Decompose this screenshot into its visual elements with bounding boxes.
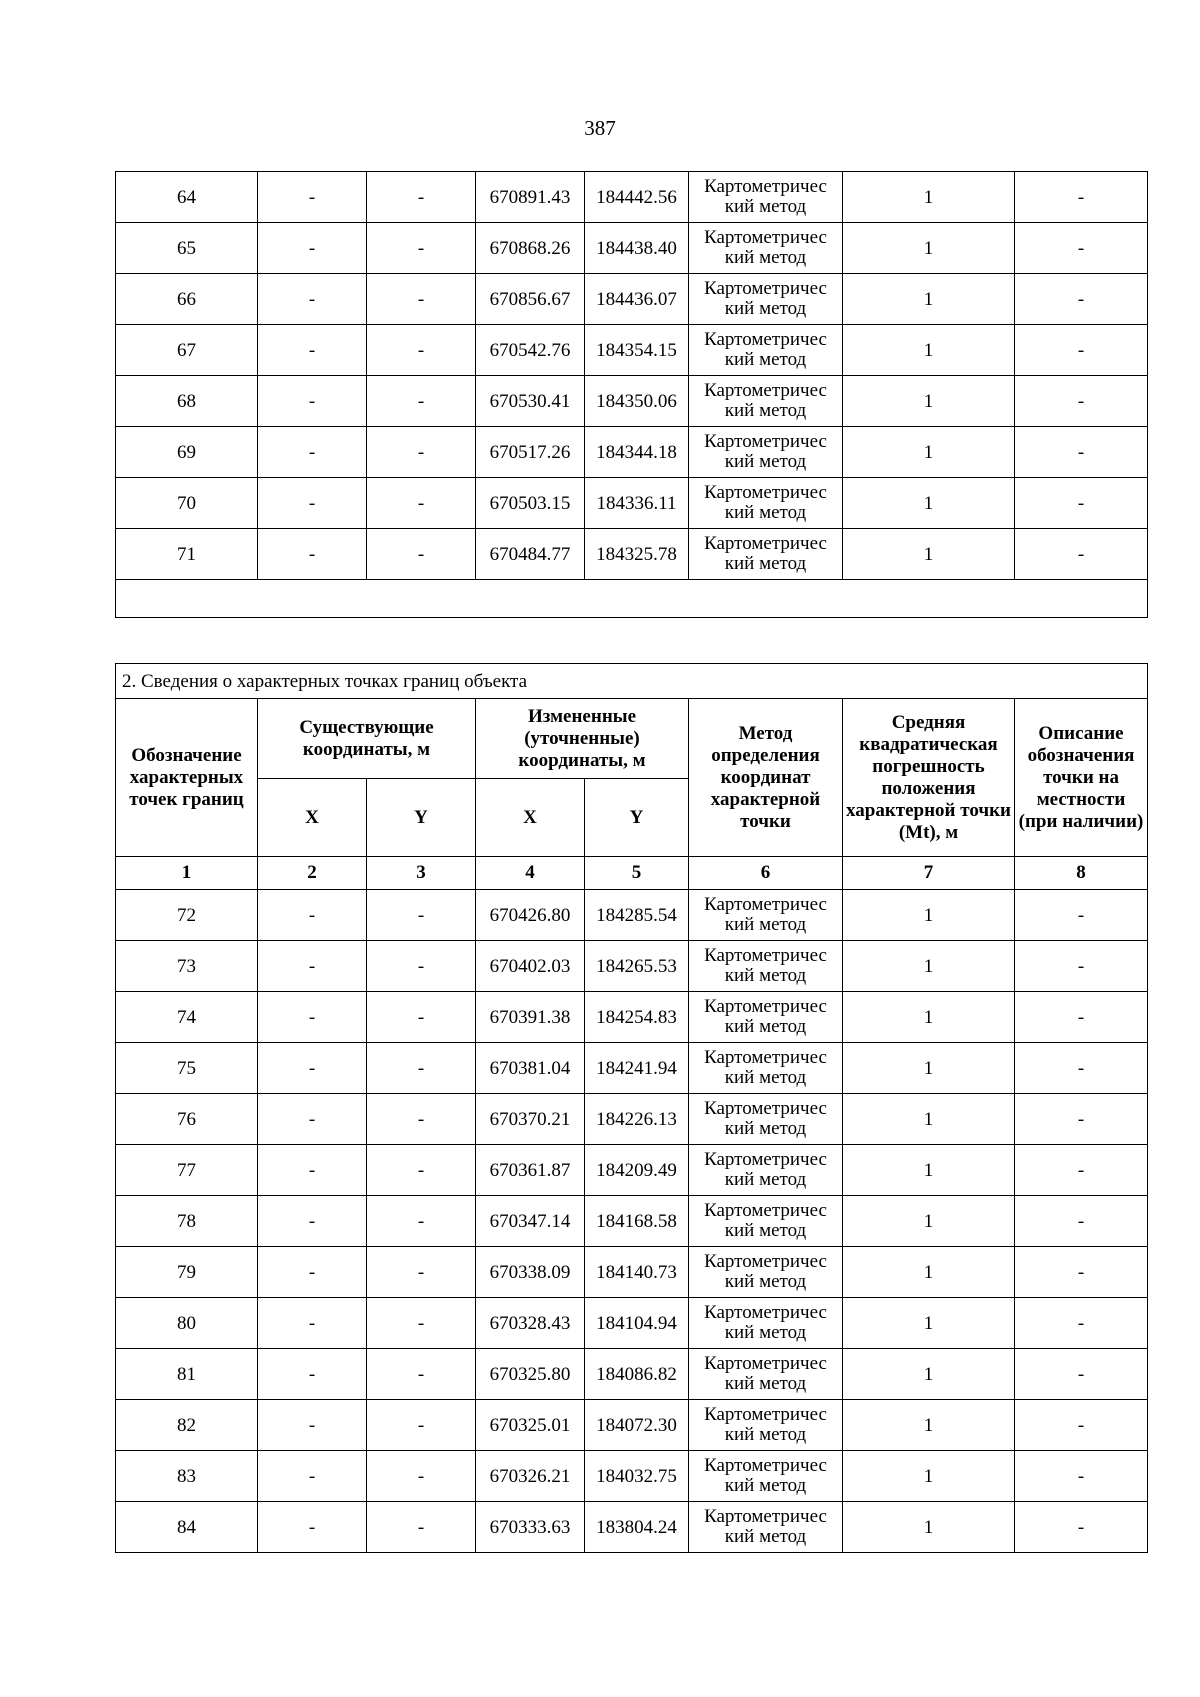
cell-changed-x: 670325.01: [476, 1400, 585, 1451]
cell-error: 1: [843, 274, 1015, 325]
cell-method: Картометричес кий метод: [689, 529, 843, 580]
cell-existing-y: -: [367, 478, 476, 529]
col-number: 6: [689, 857, 843, 890]
header-existing-y: Y: [367, 779, 476, 857]
page-number: 387: [584, 116, 616, 140]
cell-error: 1: [843, 1349, 1015, 1400]
cell-changed-x: 670542.76: [476, 325, 585, 376]
cell-error: 1: [843, 1043, 1015, 1094]
cell-existing-y: -: [367, 427, 476, 478]
cell-changed-y: 184254.83: [585, 992, 689, 1043]
cell-changed-x: 670426.80: [476, 890, 585, 941]
cell-point-number: 75: [116, 1043, 258, 1094]
cell-point-number: 74: [116, 992, 258, 1043]
cell-description: -: [1015, 1247, 1148, 1298]
cell-method: Картометричес кий метод: [689, 325, 843, 376]
table-row: [116, 941, 1148, 992]
table-row: [116, 1349, 1148, 1400]
table-row: [116, 1298, 1148, 1349]
cell-description: -: [1015, 1349, 1148, 1400]
cell-description: -: [1015, 274, 1148, 325]
table-row: [116, 890, 1148, 941]
cell-point-number: 65: [116, 223, 258, 274]
cell-description: -: [1015, 1400, 1148, 1451]
cell-changed-y: 184285.54: [585, 890, 689, 941]
cell-point-number: 69: [116, 427, 258, 478]
cell-changed-y: 184354.15: [585, 325, 689, 376]
table-row: [116, 325, 1148, 376]
table-row: [116, 376, 1148, 427]
cell-point-number: 73: [116, 941, 258, 992]
cell-point-number: 83: [116, 1451, 258, 1502]
cell-existing-x: -: [258, 1145, 367, 1196]
cell-changed-y: 184072.30: [585, 1400, 689, 1451]
cell-method: Картометричес кий метод: [689, 172, 843, 223]
cell-changed-x: 670326.21: [476, 1451, 585, 1502]
cell-changed-x: 670370.21: [476, 1094, 585, 1145]
cell-changed-x: 670325.80: [476, 1349, 585, 1400]
cell-method: Картометричес кий метод: [689, 1094, 843, 1145]
cell-point-number: 78: [116, 1196, 258, 1247]
header-existing-coords: Существующие координаты, м: [258, 699, 476, 779]
cell-existing-y: -: [367, 1349, 476, 1400]
cell-existing-x: -: [258, 1094, 367, 1145]
cell-point-number: 64: [116, 172, 258, 223]
cell-method: Картометричес кий метод: [689, 1298, 843, 1349]
cell-error: 1: [843, 325, 1015, 376]
cell-method: Картометричес кий метод: [689, 1451, 843, 1502]
cell-changed-y: 184265.53: [585, 941, 689, 992]
cell-point-number: 79: [116, 1247, 258, 1298]
header-description: Описание обозначения точки на местности (при наличии): [1015, 699, 1148, 857]
cell-existing-x: -: [258, 376, 367, 427]
cell-changed-y: 184325.78: [585, 529, 689, 580]
table-row: [116, 427, 1148, 478]
cell-changed-y: 184438.40: [585, 223, 689, 274]
table-row: [116, 223, 1148, 274]
cell-changed-y: 184104.94: [585, 1298, 689, 1349]
cell-error: 1: [843, 890, 1015, 941]
cell-changed-y: 184336.11: [585, 478, 689, 529]
cell-changed-x: 670503.15: [476, 478, 585, 529]
cell-method: Картометричес кий метод: [689, 1247, 843, 1298]
cell-description: -: [1015, 941, 1148, 992]
cell-method: Картометричес кий метод: [689, 1145, 843, 1196]
header-point-designation: Обозначение характерных точек границ: [116, 699, 258, 857]
header-existing-x: X: [258, 779, 367, 857]
cell-error: 1: [843, 1247, 1015, 1298]
cell-description: -: [1015, 1043, 1148, 1094]
cell-changed-y: 184086.82: [585, 1349, 689, 1400]
cell-existing-x: -: [258, 992, 367, 1043]
cell-changed-x: 670328.43: [476, 1298, 585, 1349]
cell-point-number: 80: [116, 1298, 258, 1349]
table2-body: [116, 890, 1148, 1553]
cell-existing-x: -: [258, 1349, 367, 1400]
cell-method: Картометричес кий метод: [689, 1043, 843, 1094]
col-number: 8: [1015, 857, 1148, 890]
cell-description: -: [1015, 223, 1148, 274]
cell-existing-x: -: [258, 274, 367, 325]
cell-description: -: [1015, 1451, 1148, 1502]
cell-changed-x: 670361.87: [476, 1145, 585, 1196]
cell-existing-x: -: [258, 1247, 367, 1298]
header-changed-x: X: [476, 779, 585, 857]
coordinates-table-continued: [115, 171, 1148, 618]
cell-changed-x: 670402.03: [476, 941, 585, 992]
cell-error: 1: [843, 376, 1015, 427]
cell-point-number: 67: [116, 325, 258, 376]
cell-method: Картометричес кий метод: [689, 427, 843, 478]
cell-point-number: 82: [116, 1400, 258, 1451]
cell-method: Картометричес кий метод: [689, 1400, 843, 1451]
cell-point-number: 77: [116, 1145, 258, 1196]
table1-body: [116, 172, 1148, 580]
cell-changed-y: 184032.75: [585, 1451, 689, 1502]
table-row: [116, 1145, 1148, 1196]
cell-point-number: 71: [116, 529, 258, 580]
cell-changed-x: 670868.26: [476, 223, 585, 274]
cell-error: 1: [843, 1094, 1015, 1145]
table-row: [116, 172, 1148, 223]
col-number: 1: [116, 857, 258, 890]
cell-changed-x: 670381.04: [476, 1043, 585, 1094]
cell-method: Картометричес кий метод: [689, 478, 843, 529]
cell-changed-y: 184226.13: [585, 1094, 689, 1145]
table-row: [116, 1451, 1148, 1502]
cell-method: Картометричес кий метод: [689, 1196, 843, 1247]
cell-description: -: [1015, 1196, 1148, 1247]
header-error: Средняя квадратическая погрешность положения характерной точки (Mt), м: [843, 699, 1015, 857]
cell-description: -: [1015, 1298, 1148, 1349]
table-row: [116, 478, 1148, 529]
cell-changed-x: 670891.43: [476, 172, 585, 223]
col-number: 2: [258, 857, 367, 890]
cell-existing-x: -: [258, 325, 367, 376]
cell-existing-y: -: [367, 941, 476, 992]
cell-changed-x: 670391.38: [476, 992, 585, 1043]
cell-error: 1: [843, 1502, 1015, 1553]
cell-existing-x: -: [258, 1298, 367, 1349]
cell-changed-x: 670856.67: [476, 274, 585, 325]
col-number: 5: [585, 857, 689, 890]
cell-existing-y: -: [367, 992, 476, 1043]
cell-error: 1: [843, 992, 1015, 1043]
cell-error: 1: [843, 427, 1015, 478]
cell-error: 1: [843, 1451, 1015, 1502]
cell-existing-y: -: [367, 1502, 476, 1553]
cell-existing-x: -: [258, 1502, 367, 1553]
cell-changed-x: 670347.14: [476, 1196, 585, 1247]
cell-existing-y: -: [367, 1196, 476, 1247]
cell-changed-x: 670530.41: [476, 376, 585, 427]
cell-point-number: 76: [116, 1094, 258, 1145]
boundary-points-table: [115, 663, 1148, 1553]
cell-existing-y: -: [367, 325, 476, 376]
table-row: [116, 1094, 1148, 1145]
cell-existing-x: -: [258, 941, 367, 992]
cell-existing-x: -: [258, 1196, 367, 1247]
table-row: [116, 1196, 1148, 1247]
cell-method: Картометричес кий метод: [689, 376, 843, 427]
cell-error: 1: [843, 1298, 1015, 1349]
cell-existing-x: -: [258, 529, 367, 580]
cell-description: -: [1015, 172, 1148, 223]
cell-changed-y: 184140.73: [585, 1247, 689, 1298]
cell-error: 1: [843, 478, 1015, 529]
cell-description: -: [1015, 1145, 1148, 1196]
cell-changed-x: 670333.63: [476, 1502, 585, 1553]
cell-error: 1: [843, 1400, 1015, 1451]
col-number: 4: [476, 857, 585, 890]
cell-existing-y: -: [367, 1247, 476, 1298]
cell-existing-x: -: [258, 1043, 367, 1094]
cell-error: 1: [843, 941, 1015, 992]
header-changed-coords: Измененные (уточненные) координаты, м: [476, 699, 689, 779]
cell-method: Картометричес кий метод: [689, 1502, 843, 1553]
cell-existing-x: -: [258, 478, 367, 529]
table1-empty-row: [116, 580, 1148, 618]
cell-description: -: [1015, 427, 1148, 478]
table-row: [116, 1502, 1148, 1553]
cell-existing-y: -: [367, 274, 476, 325]
cell-point-number: 68: [116, 376, 258, 427]
cell-method: Картометричес кий метод: [689, 223, 843, 274]
table-row: [116, 1043, 1148, 1094]
cell-existing-y: -: [367, 1145, 476, 1196]
cell-existing-y: -: [367, 1400, 476, 1451]
cell-point-number: 72: [116, 890, 258, 941]
column-numbers-row: [116, 857, 1148, 890]
table-row: [116, 1400, 1148, 1451]
cell-existing-x: -: [258, 427, 367, 478]
cell-changed-y: 184436.07: [585, 274, 689, 325]
cell-point-number: 66: [116, 274, 258, 325]
cell-description: -: [1015, 478, 1148, 529]
cell-changed-y: 184209.49: [585, 1145, 689, 1196]
empty-cell: [116, 580, 1148, 618]
cell-existing-y: -: [367, 376, 476, 427]
cell-changed-y: 184241.94: [585, 1043, 689, 1094]
cell-changed-y: 184344.18: [585, 427, 689, 478]
cell-changed-x: 670517.26: [476, 427, 585, 478]
cell-error: 1: [843, 172, 1015, 223]
cell-changed-y: 183804.24: [585, 1502, 689, 1553]
cell-existing-x: -: [258, 223, 367, 274]
table-row: [116, 992, 1148, 1043]
cell-error: 1: [843, 1196, 1015, 1247]
cell-error: 1: [843, 1145, 1015, 1196]
cell-existing-y: -: [367, 1298, 476, 1349]
cell-description: -: [1015, 529, 1148, 580]
cell-existing-x: -: [258, 1451, 367, 1502]
cell-error: 1: [843, 529, 1015, 580]
cell-existing-y: -: [367, 223, 476, 274]
table-row: [116, 274, 1148, 325]
cell-error: 1: [843, 223, 1015, 274]
table-row: [116, 529, 1148, 580]
cell-existing-x: -: [258, 172, 367, 223]
cell-point-number: 81: [116, 1349, 258, 1400]
cell-description: -: [1015, 992, 1148, 1043]
cell-changed-x: 670338.09: [476, 1247, 585, 1298]
cell-existing-x: -: [258, 1400, 367, 1451]
cell-changed-y: 184350.06: [585, 376, 689, 427]
cell-existing-y: -: [367, 529, 476, 580]
cell-method: Картометричес кий метод: [689, 274, 843, 325]
col-number: 3: [367, 857, 476, 890]
cell-description: -: [1015, 1094, 1148, 1145]
cell-description: -: [1015, 890, 1148, 941]
cell-description: -: [1015, 325, 1148, 376]
cell-changed-y: 184442.56: [585, 172, 689, 223]
cell-method: Картометричес кий метод: [689, 890, 843, 941]
col-number: 7: [843, 857, 1015, 890]
cell-existing-x: -: [258, 890, 367, 941]
cell-description: -: [1015, 376, 1148, 427]
cell-method: Картометричес кий метод: [689, 1349, 843, 1400]
cell-changed-x: 670484.77: [476, 529, 585, 580]
cell-existing-y: -: [367, 1043, 476, 1094]
cell-existing-y: -: [367, 890, 476, 941]
cell-changed-y: 184168.58: [585, 1196, 689, 1247]
cell-point-number: 70: [116, 478, 258, 529]
cell-existing-y: -: [367, 1094, 476, 1145]
cell-method: Картометричес кий метод: [689, 941, 843, 992]
cell-description: -: [1015, 1502, 1148, 1553]
table-caption: 2. Сведения о характерных точках границ объекта: [116, 664, 1148, 699]
cell-point-number: 84: [116, 1502, 258, 1553]
cell-existing-y: -: [367, 1451, 476, 1502]
header-changed-y: Y: [585, 779, 689, 857]
cell-method: Картометричес кий метод: [689, 992, 843, 1043]
table-row: [116, 1247, 1148, 1298]
header-method: Метод определения координат характерной точки: [689, 699, 843, 857]
cell-existing-y: -: [367, 172, 476, 223]
